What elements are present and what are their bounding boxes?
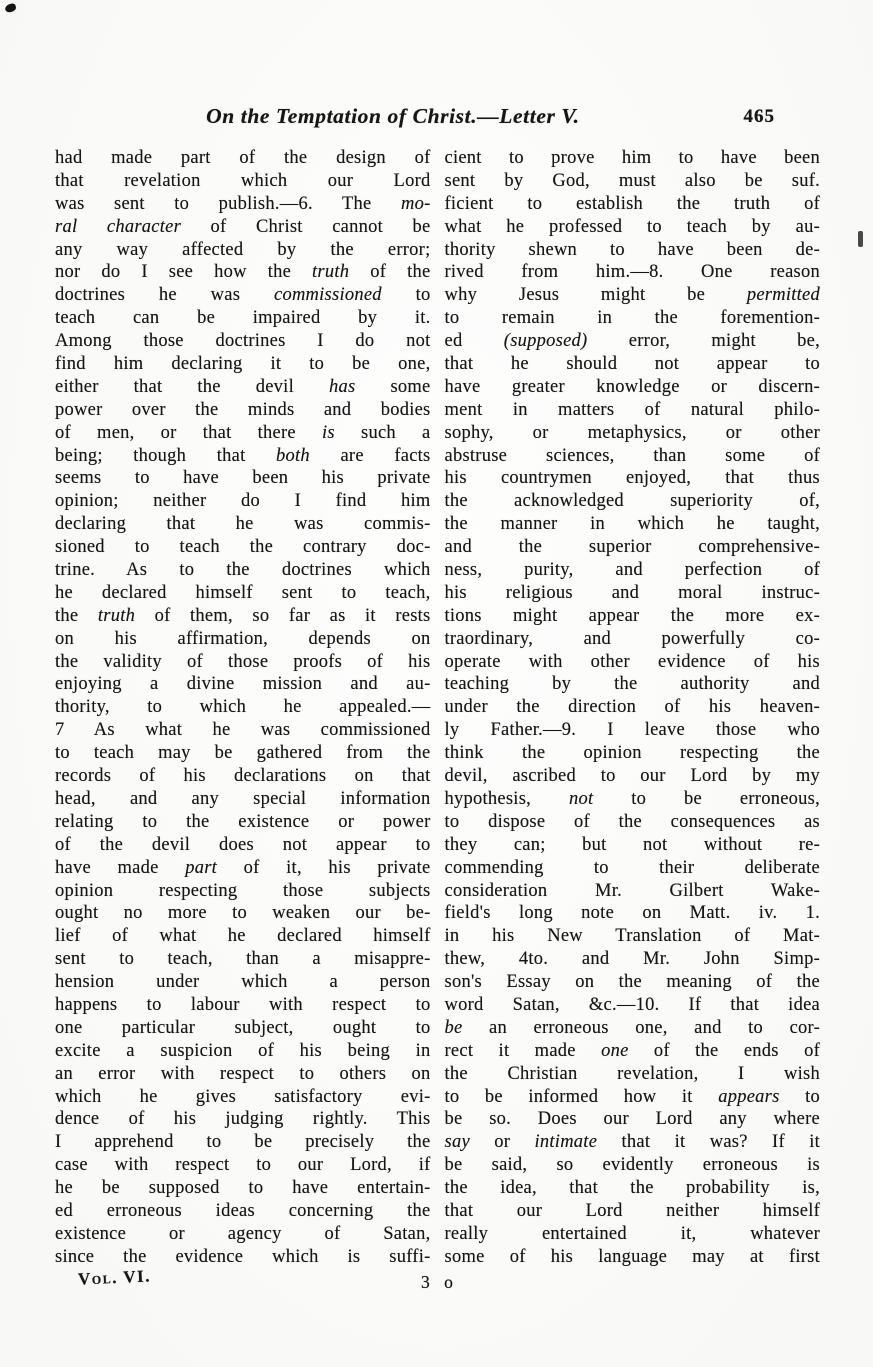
text-line: teach can be impaired by it. (55, 308, 431, 329)
text-line: devil, ascribed to our Lord by my (444, 766, 820, 787)
text-line: what he professed to teach by au- (444, 216, 820, 237)
text-line: thority shewn to have been de- (444, 239, 820, 260)
text-line: enjoying a divine mission and au- (55, 674, 431, 695)
text-columns (55, 147, 820, 1269)
text-line: have made part of it, his private (55, 857, 431, 878)
text-line: ed (supposed) error, might be, (444, 331, 820, 352)
text-line: on his affirmation, depends on (55, 628, 431, 649)
text-line: of men, or that there is such a (55, 422, 431, 443)
text-line: word Satan, &c.—10. If that idea (444, 994, 820, 1015)
text-line: that he should not appear to (444, 354, 820, 375)
text-line: being; though that both are facts (55, 445, 431, 466)
text-line: thew, 4to. and Mr. John Simp- (444, 949, 820, 970)
text-line: ficient to establish the truth of (444, 193, 820, 214)
text-line: operate with other evidence of his (444, 651, 820, 672)
text-line: happens to labour with respect to (55, 994, 431, 1015)
text-line: case with respect to our Lord, if (55, 1155, 431, 1176)
text-line: the acknowledged superiority of, (444, 491, 820, 512)
text-line: Among those doctrines I do not (55, 331, 431, 352)
text-line: he declared himself sent to teach, (55, 582, 431, 603)
text-line: be so. Does our Lord any where (444, 1109, 820, 1130)
text-line: field's long note on Matt. iv. 1. (444, 903, 820, 924)
text-line: son's Essay on the meaning of the (444, 972, 820, 993)
text-line: to be informed how it appears to (444, 1086, 820, 1107)
text-line: rect it made one of the ends of (444, 1040, 820, 1061)
text-column-left (55, 147, 431, 1269)
text-line: teaching by the authority and (444, 674, 820, 695)
text-line: be said, so evidently erroneous is (444, 1155, 820, 1176)
text-line: power over the minds and bodies (55, 399, 431, 420)
text-line: records of his declarations on that (55, 766, 431, 787)
text-line: and the superior comprehensive- (444, 537, 820, 558)
text-line: he be supposed to have entertain- (55, 1178, 431, 1199)
text-line: of the devil does not appear to (55, 834, 431, 855)
text-line: opinion respecting those subjects (55, 880, 431, 901)
text-line: his religious and moral instruc- (444, 582, 820, 603)
text-line: commending to their deliberate (444, 857, 820, 878)
text-line: find him declaring it to be one, (55, 354, 431, 375)
text-line: thority, to which he appealed.— (55, 697, 431, 718)
text-line: head, and any special information (55, 788, 431, 809)
page-number: 465 (743, 106, 775, 127)
text-line: ought no more to weaken our be- (55, 903, 431, 924)
text-line: tions might appear the more ex- (444, 605, 820, 626)
text-line: cient to prove him to have been (444, 148, 820, 168)
text-line: seems to have been his private (55, 468, 431, 489)
text-line: be an erroneous one, and to cor- (444, 1017, 820, 1038)
text-line: they can; but not without re- (444, 834, 820, 855)
text-line: I apprehend to be precisely the (55, 1132, 431, 1153)
text-line: had made part of the design of (55, 148, 431, 168)
text-line: existence or agency of Satan, (55, 1223, 431, 1244)
text-line: rived from him.—8. One reason (444, 262, 820, 283)
text-line: say or intimate that it was? If it (444, 1132, 820, 1153)
text-line: to remain in the foremention- (444, 308, 820, 329)
text-line: hypothesis, not to be erroneous, (444, 788, 821, 809)
text-line: the manner in which he taught, (444, 514, 820, 535)
text-line: excite a suspicion of his being in (55, 1040, 431, 1061)
text-line: abstruse sciences, than some of (444, 445, 820, 466)
text-line: sent by God, must also be suf. (444, 170, 820, 191)
text-line: under the direction of his heaven- (444, 697, 820, 718)
text-line: nor do I see how the truth of the (55, 262, 431, 283)
scan-artifact-edge (858, 231, 863, 247)
text-line: his countrymen enjoyed, that thus (444, 468, 820, 489)
text-line: the truth of them, so far as it rests (55, 605, 431, 626)
text-line: that revelation which our Lord (55, 170, 431, 191)
text-line: either that the devil has some (55, 376, 431, 397)
text-line: why Jesus might be permitted (444, 285, 820, 306)
text-line: have greater knowledge or discern- (444, 376, 820, 397)
text-line: dence of his judging rightly. This (55, 1109, 431, 1130)
text-line: ness, purity, and perfection of (444, 560, 820, 581)
text-line: opinion; neither do I find him (55, 491, 431, 512)
text-line: was sent to publish.—6. The mo- (55, 193, 431, 214)
text-line: really entertained it, whatever (444, 1223, 820, 1244)
text-line: which he gives satisfactory evi- (55, 1086, 431, 1107)
text-line: to dispose of the consequences as (444, 811, 820, 832)
text-line: any way affected by the error; (55, 239, 431, 260)
text-line: lief of what he declared himself (55, 926, 431, 947)
text-line: traordinary, and powerfully co- (444, 628, 820, 649)
text-line: the Christian revelation, I wish (444, 1063, 820, 1084)
text-line: relating to the existence or power (55, 811, 431, 832)
scan-artifact-corner (4, 3, 17, 14)
text-line: ral character of Christ cannot be (55, 216, 431, 237)
text-line: in his New Translation of Mat- (444, 926, 820, 947)
text-line: that our Lord neither himself (444, 1200, 820, 1221)
text-line: sioned to teach the contrary doc- (55, 537, 431, 558)
text-line: some of his language may at first (444, 1246, 820, 1267)
text-line: ly Father.—9. I leave those who (444, 720, 820, 741)
text-column-right (445, 147, 821, 1269)
text-line: the validity of those proofs of his (55, 651, 431, 672)
page-title: On the Temptation of Christ.—Letter V. (206, 104, 580, 128)
text-line: trine. As to the doctrines which (55, 560, 431, 581)
footer-signature-mark: 3 o (421, 1272, 458, 1292)
text-line: doctrines he was commissioned to (55, 285, 431, 306)
text-line: 7 As what he was commissioned (55, 720, 431, 741)
text-line: an error with respect to others on (55, 1063, 431, 1084)
text-line: sent to teach, than a misappre- (55, 949, 431, 970)
text-line: ment in matters of natural philo- (444, 399, 820, 420)
footer-volume-label: Vol. VI. (77, 1266, 152, 1289)
text-line: sophy, or metaphysics, or other (444, 422, 820, 443)
text-line: since the evidence which is suffi- (55, 1246, 431, 1267)
text-line: declaring that he was commis- (55, 514, 431, 535)
text-line: think the opinion respecting the (444, 743, 820, 764)
text-line: ed erroneous ideas concerning the (55, 1200, 431, 1221)
text-line: to teach may be gathered from the (55, 743, 431, 764)
text-line: consideration Mr. Gilbert Wake- (444, 880, 820, 901)
text-line: hension under which a person (55, 972, 431, 993)
text-line: one particular subject, ought to (55, 1017, 431, 1038)
text-line: the idea, that the probability is, (444, 1178, 820, 1199)
